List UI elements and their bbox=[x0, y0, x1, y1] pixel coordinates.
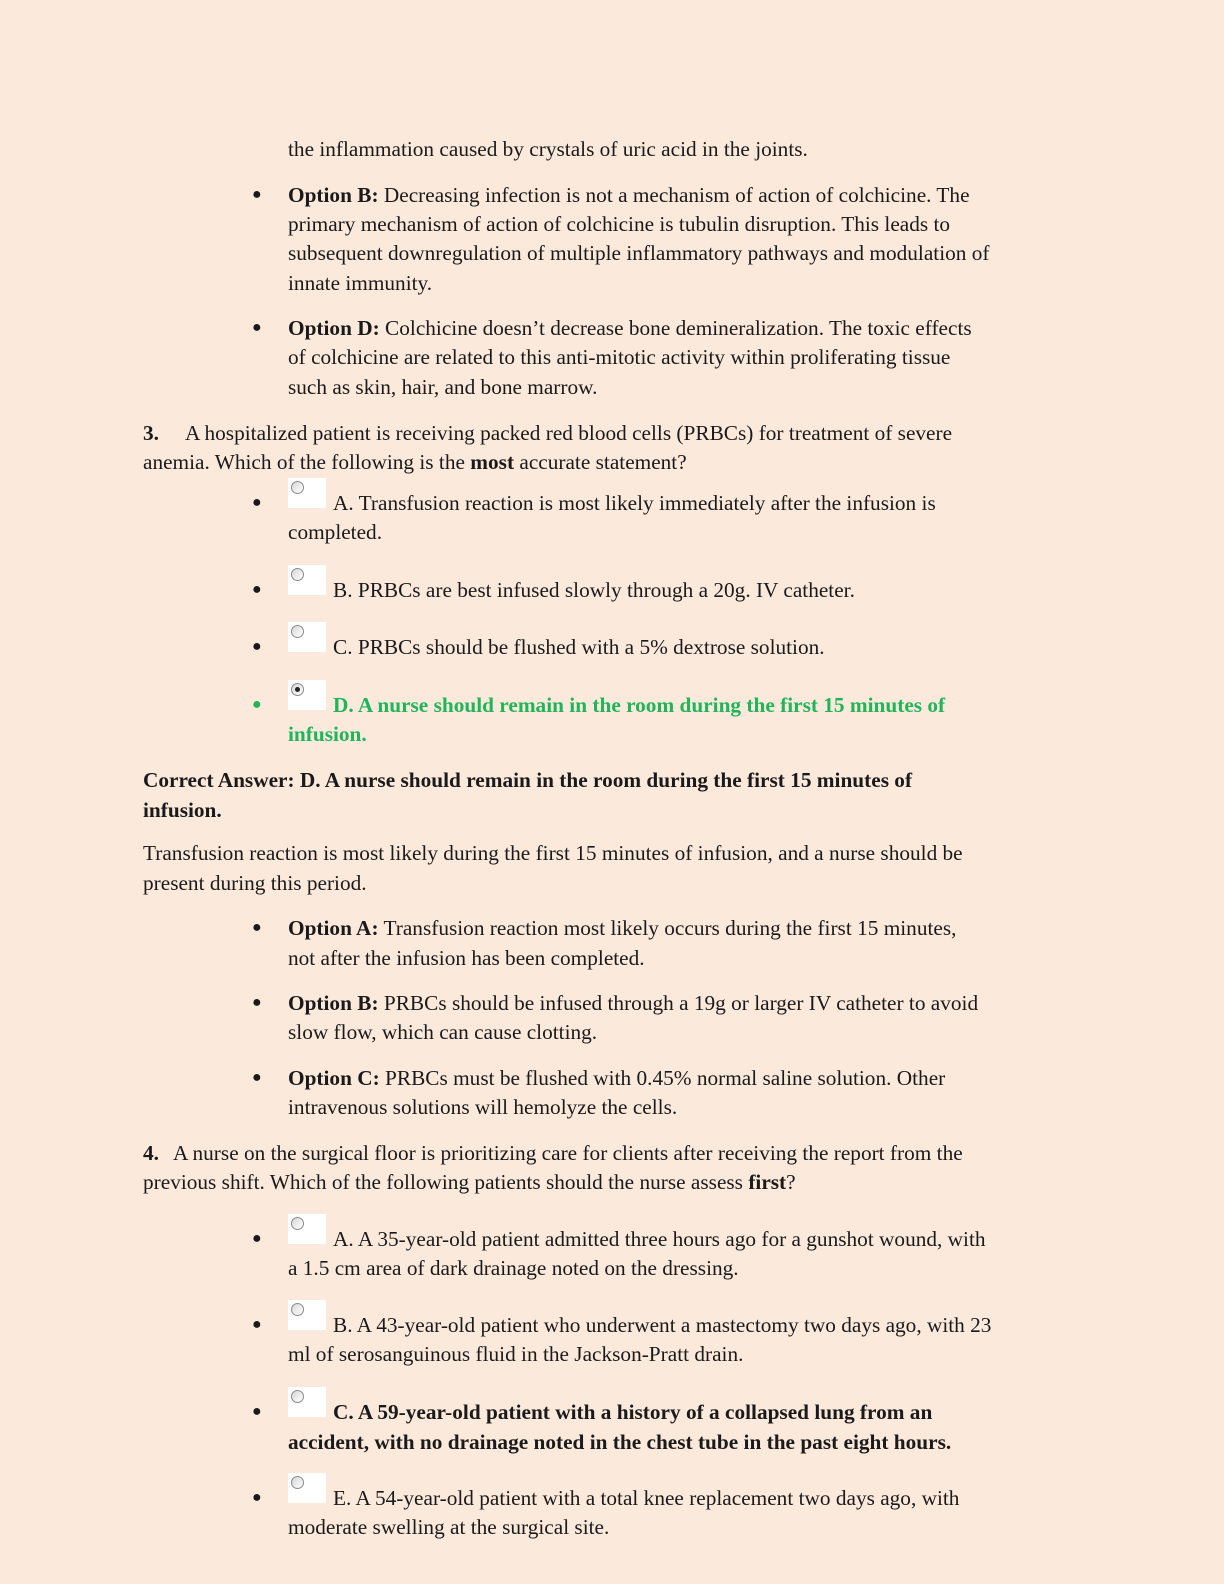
q3-option-c-line2: intravenous solutions will hemolyze the cells. bbox=[288, 1095, 678, 1119]
q3-explanation-line2: present during this period. bbox=[143, 871, 367, 895]
q3-choice-b-radio[interactable] bbox=[288, 565, 326, 595]
q3-choice-d-label[interactable]: D. A nurse should remain in the room during the first 15 minutes of bbox=[333, 693, 946, 717]
bullet: ● bbox=[252, 1403, 262, 1420]
q2-option-b-line2: primary mechanism of action of colchicine is tubulin disruption. This leads to bbox=[288, 212, 951, 236]
q3-explanation: Transfusion reaction is most likely during the first 15 minutes of infusion, and a nurse should be bbox=[143, 841, 963, 865]
q4-choice-e-radio[interactable] bbox=[288, 1473, 326, 1503]
q3-choice-d-label-line2[interactable]: infusion. bbox=[288, 722, 367, 746]
q3-stem-line2: anemia. Which of the following is the most accurate statement? bbox=[143, 450, 687, 474]
bullet: ● bbox=[252, 494, 262, 511]
q3-choice-d-radio-selected[interactable] bbox=[288, 680, 326, 710]
bullet: ● bbox=[252, 994, 262, 1011]
q3-choice-c-radio[interactable] bbox=[288, 622, 326, 652]
q4-choice-c-label[interactable]: C. A 59-year-old patient with a history of a collapsed lung from an bbox=[333, 1400, 933, 1424]
q3-correct-answer-line2: infusion. bbox=[143, 798, 222, 822]
q3-choice-a-radio[interactable] bbox=[288, 478, 326, 508]
q2-option-d-line2: of colchicine are related to this anti-mitotic activity within proliferating tissue bbox=[288, 345, 951, 369]
q3-option-a-explanation: Option A: Transfusion reaction most likely occurs during the first 15 minutes, bbox=[288, 916, 957, 940]
q3-choice-c-label[interactable]: C. PRBCs should be flushed with a 5% dextrose solution. bbox=[333, 635, 825, 659]
q2-explanation-continuation: the inflammation caused by crystals of uric acid in the joints. bbox=[288, 137, 808, 161]
question-number: 4. bbox=[143, 1141, 159, 1165]
bullet: ● bbox=[252, 1489, 262, 1506]
q3-choice-b-label[interactable]: B. PRBCs are best infused slowly through a 20g. IV catheter. bbox=[333, 578, 855, 602]
q3-stem: 3. A hospitalized patient is receiving packed red blood cells (PRBCs) for treatment of severe bbox=[143, 421, 953, 445]
q3-choice-a-label[interactable]: A. Transfusion reaction is most likely immediately after the infusion is bbox=[333, 491, 936, 515]
q3-option-b-line2: slow flow, which can cause clotting. bbox=[288, 1020, 598, 1044]
q2-option-b-line4: innate immunity. bbox=[288, 271, 433, 295]
q2-option-b-line3: subsequent downregulation of multiple inflammatory pathways and modulation of bbox=[288, 241, 990, 265]
bullet: ● bbox=[252, 319, 262, 336]
bullet: ● bbox=[252, 1316, 262, 1333]
bullet: ● bbox=[252, 919, 262, 936]
q3-choice-a-label-line2[interactable]: completed. bbox=[288, 520, 383, 544]
q4-choice-b-radio[interactable] bbox=[288, 1300, 326, 1330]
q4-choice-a-radio[interactable] bbox=[288, 1214, 326, 1244]
bullet: ● bbox=[252, 696, 262, 713]
q4-stem: 4. A nurse on the surgical floor is prioritizing care for clients after receiving the report from the bbox=[143, 1141, 963, 1165]
q3-option-c-explanation: Option C: PRBCs must be flushed with 0.45% normal saline solution. Other bbox=[288, 1066, 946, 1090]
q4-choice-b-label[interactable]: B. A 43-year-old patient who underwent a mastectomy two days ago, with 23 bbox=[333, 1313, 992, 1337]
q2-option-d-explanation: Option D: Colchicine doesn’t decrease bone demineralization. The toxic effects bbox=[288, 316, 972, 340]
q4-choice-c-label-line2[interactable]: accident, with no drainage noted in the chest tube in the past eight hours. bbox=[288, 1430, 952, 1454]
q4-choice-a-label-line2[interactable]: a 1.5 cm area of dark drainage noted on the dressing. bbox=[288, 1256, 739, 1280]
q4-choice-b-label-line2[interactable]: ml of serosanguinous fluid in the Jackson-Pratt drain. bbox=[288, 1342, 744, 1366]
q4-choice-a-label[interactable]: A. A 35-year-old patient admitted three hours ago for a gunshot wound, with bbox=[333, 1227, 986, 1251]
question-number: 3. bbox=[143, 421, 159, 445]
bullet: ● bbox=[252, 638, 262, 655]
q4-choice-e-label-line2[interactable]: moderate swelling at the surgical site. bbox=[288, 1515, 610, 1539]
bullet: ● bbox=[252, 186, 262, 203]
bullet: ● bbox=[252, 1230, 262, 1247]
bullet: ● bbox=[252, 581, 262, 598]
q4-choice-c-radio[interactable] bbox=[288, 1387, 326, 1417]
q3-option-a-line2: not after the infusion has been completed. bbox=[288, 946, 645, 970]
q3-correct-answer: Correct Answer: D. A nurse should remain in the room during the first 15 minutes of bbox=[143, 768, 913, 792]
bullet: ● bbox=[252, 1069, 262, 1086]
q3-option-b-explanation: Option B: PRBCs should be infused through a 19g or larger IV catheter to avoid bbox=[288, 991, 979, 1015]
q2-option-d-line3: such as skin, hair, and bone marrow. bbox=[288, 375, 598, 399]
q2-option-b-explanation: Option B: Decreasing infection is not a mechanism of action of colchicine. The bbox=[288, 183, 970, 207]
q4-stem-line2: previous shift. Which of the following patients should the nurse assess first? bbox=[143, 1170, 796, 1194]
q4-choice-e-label[interactable]: E. A 54-year-old patient with a total knee replacement two days ago, with bbox=[333, 1486, 960, 1510]
